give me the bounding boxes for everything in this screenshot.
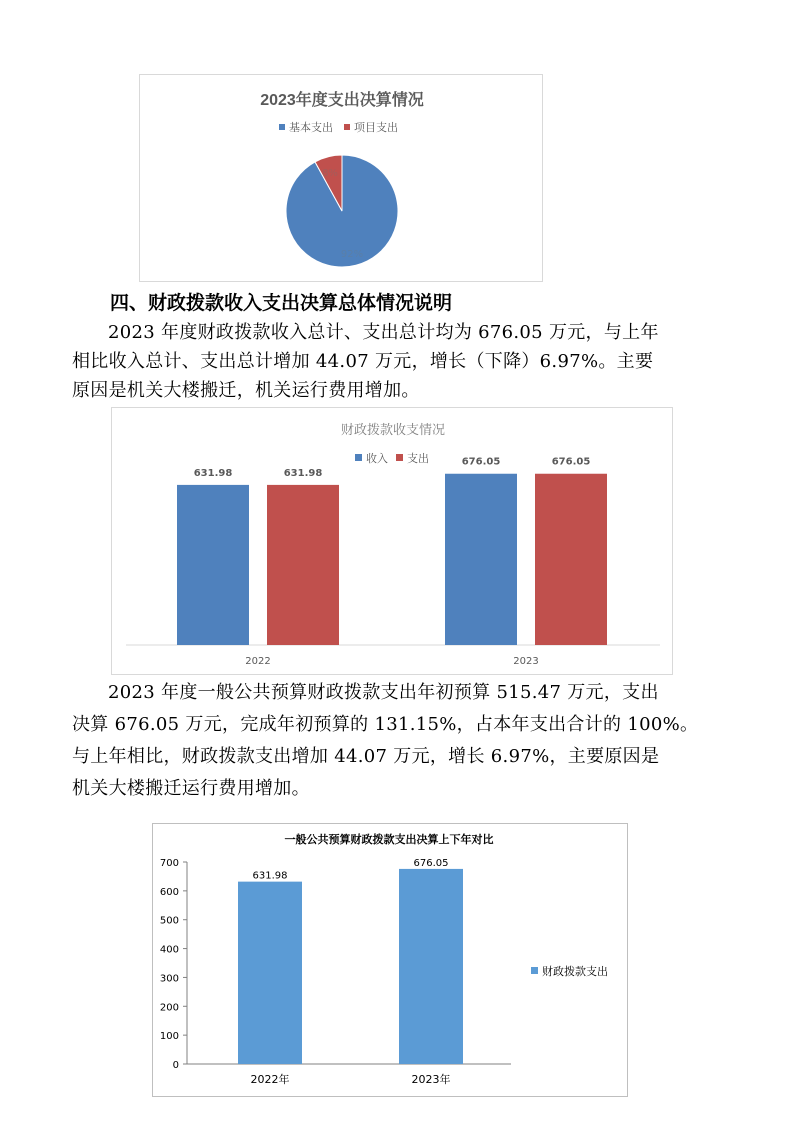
legend-label-appropriation: 财政拨款支出: [542, 965, 608, 978]
x-tick-label: 2023年: [411, 1073, 451, 1086]
y-tick-label: 500: [159, 915, 179, 927]
y-tick-label: 700: [159, 858, 179, 869]
y-tick-label: 100: [159, 1031, 179, 1043]
pie-chart-title: 2023年度支出决算情况: [260, 92, 424, 109]
paragraph-line: 2023 年度一般公共预算财政拨款支出年初预算 515.47 万元，支出: [108, 682, 659, 703]
bar-value-label: 631.98: [283, 467, 323, 479]
y-tick-label: 200: [159, 1002, 179, 1014]
comparison-chart-title: 一般公共预算财政拨款支出决算上下年对比: [284, 833, 494, 846]
legend-swatch-income: [355, 454, 362, 461]
section-heading: 四、财政拨款收入支出决算总体情况说明: [110, 292, 453, 314]
bar-appropriation-2022年: [238, 882, 302, 1064]
yearly-comparison-chart-svg: [153, 824, 629, 1098]
bar-income-2022: [177, 485, 249, 645]
bar-group: [238, 858, 463, 1064]
bar-expense-2023: [535, 474, 607, 645]
bar-value-label: 676.05: [413, 857, 449, 869]
y-tick-label: 300: [159, 973, 179, 985]
paragraph-summary: [72, 318, 720, 405]
legend-label-income: 收入: [366, 452, 388, 465]
bar-appropriation-2023年: [399, 869, 463, 1064]
bar-group: [177, 457, 607, 645]
legend-label-basic: 基本支出: [289, 121, 333, 134]
y-tick-label: 600: [159, 886, 179, 898]
bar-value-label: 676.05: [551, 456, 591, 468]
income-expense-chart-panel: [111, 407, 673, 675]
paragraph-line: 决算 676.05 万元，完成年初预算的 131.15%，占本年支出合计的 100%。: [72, 714, 699, 735]
paragraph-line: 机关大楼搬迁运行费用增加。: [72, 778, 310, 799]
bar-value-label: 631.98: [252, 870, 288, 882]
bar-expense-2022: [267, 485, 339, 645]
legend-swatch-project: [344, 124, 350, 130]
x-tick-label: 2023: [513, 656, 539, 667]
pie-chart-panel: [139, 74, 543, 282]
legend-label-project: 项目支出: [354, 121, 398, 134]
x-tick-label: 2022年: [250, 1073, 290, 1086]
paragraph-line: 相比收入总计、支出总计增加 44.07 万元，增长（下降）6.97%。主要: [72, 351, 654, 372]
bar-value-label: 676.05: [461, 456, 501, 468]
legend-swatch-basic: [279, 124, 285, 130]
x-tick-label: 2022: [245, 656, 271, 667]
yearly-comparison-chart-panel: [152, 823, 628, 1097]
paragraph-line: 与上年相比，财政拨款支出增加 44.07 万元，增长 6.97%，主要原因是: [72, 746, 660, 767]
bar-income-2023: [445, 474, 517, 645]
pie-label-project: 8%: [322, 168, 338, 179]
paragraph-line: 2023 年度财政拨款收入总计、支出总计均为 676.05 万元，与上年: [108, 322, 659, 343]
legend-label-expense: 支出: [407, 452, 429, 465]
bar-chart-title: 财政拨款收支情况: [340, 423, 446, 438]
income-expense-chart-svg: [112, 408, 674, 676]
pie-label-basic: 92%: [340, 249, 364, 260]
pie-chart-svg: [140, 75, 544, 283]
legend-swatch-appropriation: [531, 967, 538, 974]
y-tick-label: 400: [159, 944, 179, 956]
bar-value-label: 631.98: [193, 467, 233, 479]
paragraph-line: 原因是机关大楼搬迁，机关运行费用增加。: [72, 380, 420, 401]
y-tick-label: 0: [172, 1060, 179, 1071]
y-axis-ticks: [160, 858, 187, 1071]
legend-swatch-expense: [396, 454, 403, 461]
paragraph-budget: [72, 677, 720, 805]
